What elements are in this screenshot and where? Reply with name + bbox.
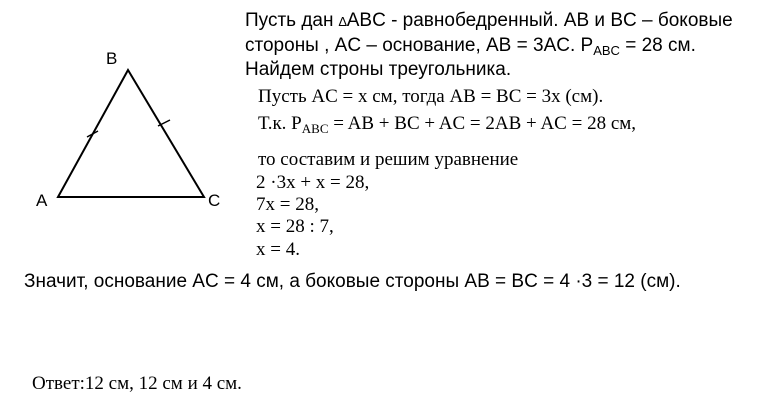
equation-line-3: x = 28 : 7, xyxy=(256,216,334,237)
line-5-rest: = AB + BC + AC = 2AB + AC = 28 см, xyxy=(328,113,637,134)
line-5-start: Т.к. P xyxy=(258,113,302,134)
text-line-4: Пусть AC = x см, тогда AB = BC = 3x (см). xyxy=(258,86,604,107)
text-line-2 xyxy=(245,35,696,58)
line-2-rest: = 28 см. xyxy=(619,35,696,56)
equation-line-4: x = 4. xyxy=(256,239,300,260)
line-2-start: стороны , AC – основание, AB = 3AC. P xyxy=(245,35,594,56)
text-line-5 xyxy=(258,113,637,136)
text-line-1 xyxy=(245,11,733,30)
line-1-start: Пусть дан xyxy=(245,10,339,31)
perimeter-subscript-2: ABC xyxy=(301,121,329,136)
text-line-3: Найдем строны треугольника. xyxy=(245,59,512,80)
perimeter-subscript: ABC xyxy=(593,43,620,58)
vertex-label-b: B xyxy=(106,49,118,68)
line-1-rest: ABC - равнобедренный. AB и BC – боковые xyxy=(346,10,733,31)
triangle-symbol: ∆ xyxy=(338,14,347,29)
equation-line-1: 2 ·3x + x = 28, xyxy=(256,172,370,193)
equation-line-2: 7x = 28, xyxy=(256,194,319,215)
vertex-label-c: C xyxy=(208,191,221,210)
vertex-label-a: A xyxy=(36,191,48,210)
conclusion-line: Значит, основание AC = 4 см, а боковые стороны AB = BC = 4 ·3 = 12 (см). xyxy=(24,271,681,292)
answer-line: Ответ:12 см, 12 см и 4 см. xyxy=(32,373,242,394)
text-line-6: то составим и решим уравнение xyxy=(258,149,519,170)
triangle-abc xyxy=(58,70,204,197)
